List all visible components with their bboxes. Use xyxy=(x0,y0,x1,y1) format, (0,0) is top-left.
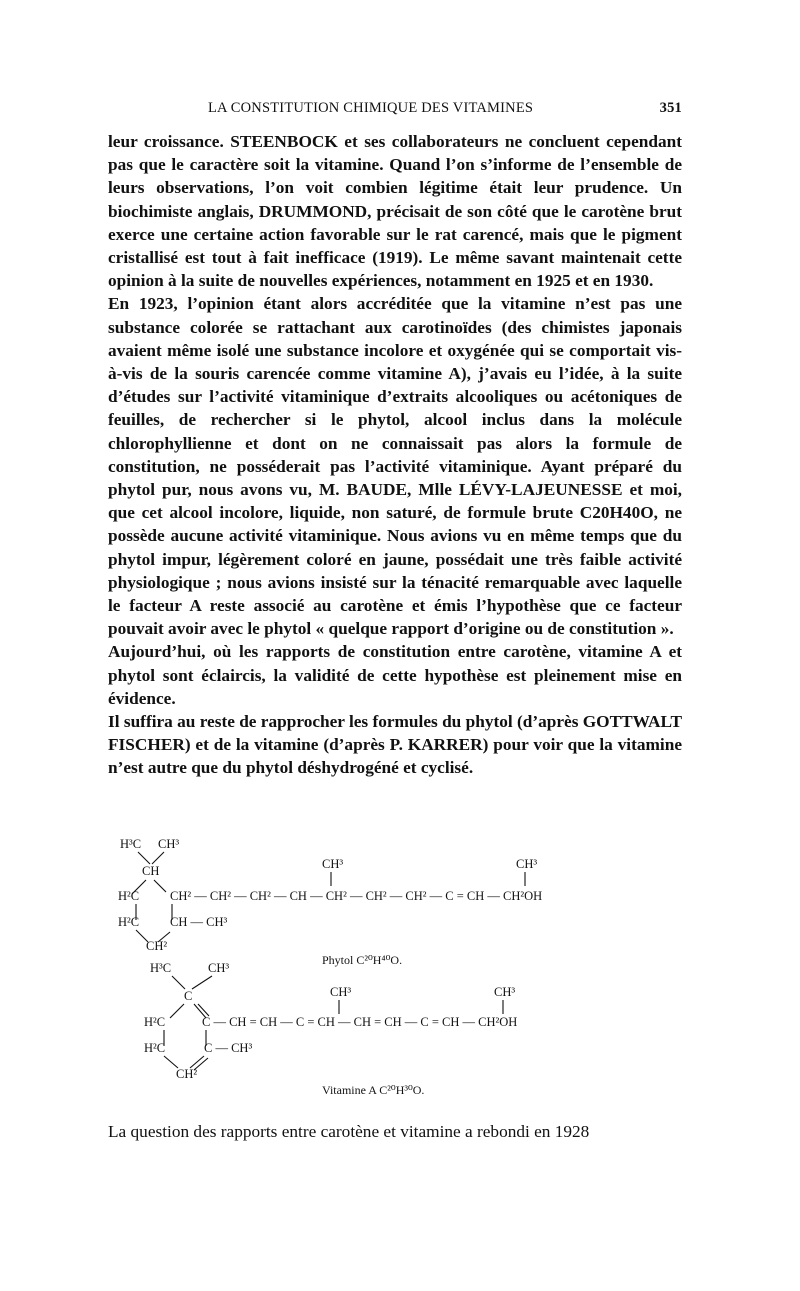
vitamin-ring-c: C xyxy=(184,989,193,1003)
phytol-ring-left-upper: H²C xyxy=(118,889,140,903)
phytol-ring-sub: CH — CH³ xyxy=(170,915,228,929)
vitamin-ring-sub: C — CH³ xyxy=(204,1041,253,1055)
vitamin-ring-bottom: CH² xyxy=(176,1067,198,1081)
vitamin-ring-left-upper: H²C xyxy=(144,1015,166,1029)
running-title: LA CONSTITUTION CHIMIQUE DES VITAMINES xyxy=(208,100,534,116)
page-number: 351 xyxy=(659,100,682,116)
phytol-ring-top-right: CH³ xyxy=(158,837,180,851)
phytol-methyl-1: CH³ xyxy=(322,857,344,871)
running-header xyxy=(108,100,682,124)
closing-line: La question des rapports entre carotène et vitamine a rebondi en 1928 xyxy=(108,1122,590,1141)
formula-diagram xyxy=(110,836,690,1106)
bond-line xyxy=(152,852,164,864)
phytol-chain: CH² — CH² — CH² — CH — CH² — CH² — CH² — C = CH — CH²OH xyxy=(170,889,543,903)
chemical-formulas-figure xyxy=(110,836,690,1106)
vitamin-a-formula xyxy=(144,961,517,1097)
vitamin-methyl-2: CH³ xyxy=(494,985,516,999)
paragraph-4: Il suffira au reste de rapprocher les formules du phytol (d’après GOTTWALT FISCHER) et de la vitamine (d’après P. KARRER) pour voir que la vitamine n’est autre que du phytol déshydrogéné et cyclisé. xyxy=(108,712,682,778)
bond-line xyxy=(154,880,166,892)
phytol-ring-top-left: H³C xyxy=(120,837,142,851)
phytol-methyl-2: CH³ xyxy=(516,857,538,871)
bond-line xyxy=(172,976,185,989)
bond-line xyxy=(192,976,212,989)
phytol-ring-left-lower: H²C xyxy=(118,915,140,929)
paragraph-1: leur croissance. STEENBOCK et ses collaborateurs ne concluent cependant pas que le caractère soit la vitamine. Quand l’on s’informe de l’ensemble de leurs observations, l’on voit combien légitime était leur prudence. Un biochimiste anglais, DRUMMOND, précisait de son côté que le carotène brut exerce une certaine action favorable sur le rat carencé, mais que le pigment cristallisé est tout à fait inefficace (1919). Le même savant maintenait cette opinion à la suite de nouvelles expériences, notamment en 1925 et en 1930. xyxy=(108,132,682,291)
paragraph-2: En 1923, l’opinion étant alors accréditée que la vitamine n’est pas une substance colorée se rattachant aux carotinoïdes (des chimistes japonais avaient même isolé une substance incolore et oxygénée qui se comportait vis-à-vis de la souris carencée comme vitamine A), j’avais eu l’idée, à la suite d’études sur l’activité vitaminique d’extraits alcooliques ou acétoniques de feuilles, de rechercher si le phytol, alcool inclus dans la molécule chlorophyllienne et dont on ne connaissait pas alors la formule de constitution, ne posséderait pas l’activité vitaminique. Ayant préparé du phytol pur, nous avons vu, M. BAUDE, Mlle LÉVY-LAJEUNESSE et moi, que cet alcool incolore, liquide, non saturé, de formule brute C20H40O, ne possède aucune activité vitaminique. Nous avions vu en même temps que du phytol impur, légèrement coloré en jaune, possédait une très faible activité physiologique ; nous avions insisté sur la ténacité remarquable avec laquelle le facteur A reste associé au carotène et émis l’hypothèse que ce facteur pouvait avoir avec le phytol « quelque rapport d’origine ou de constitution ». xyxy=(108,294,682,639)
phytol-caption: Phytol C²⁰H⁴⁰O. xyxy=(322,953,403,967)
phytol-ring-ch: CH xyxy=(142,864,160,878)
vitamin-methyl-1: CH³ xyxy=(330,985,352,999)
vitamin-ring-left-lower: H²C xyxy=(144,1041,166,1055)
vitamin-chain: C — CH = CH — C = CH — CH = CH — C = CH — CH²OH xyxy=(202,1015,518,1029)
body-text xyxy=(108,130,682,780)
vitamin-ring-top-right: CH³ xyxy=(208,961,230,975)
phytol-formula xyxy=(118,837,542,967)
bond-line xyxy=(170,1004,184,1018)
paragraph-3: Aujourd’hui, où les rapports de constitution entre carotène, vitamine A et phytol sont éclaircis, la validité de cette hypothèse est pleinement mise en évidence. xyxy=(108,642,682,708)
bond-line xyxy=(138,852,150,864)
phytol-ring-bottom: CH² xyxy=(146,939,168,953)
vitamin-ring-top-left: H³C xyxy=(150,961,172,975)
vitamin-caption: Vitamine A C²⁰H³⁰O. xyxy=(322,1083,425,1097)
